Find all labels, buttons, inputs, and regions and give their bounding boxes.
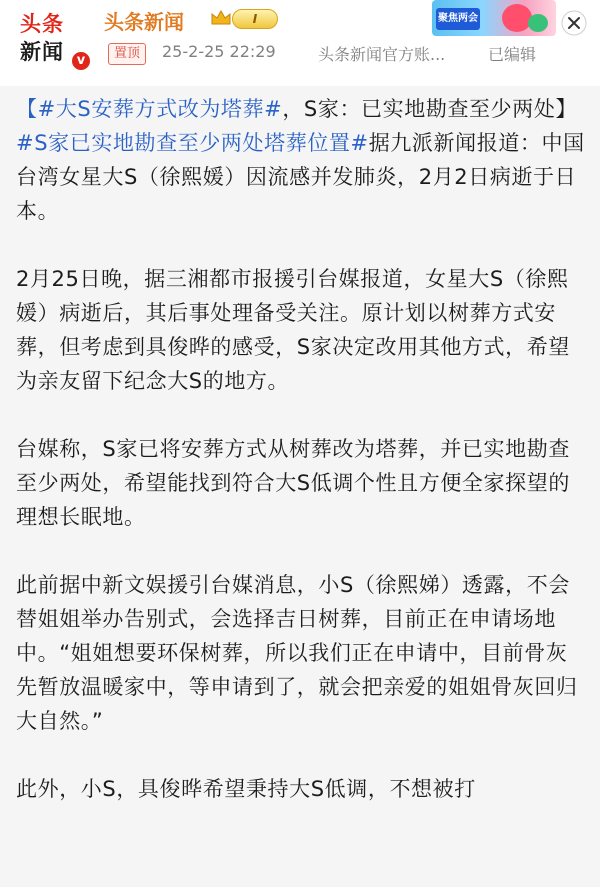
edited-label[interactable]: 已编辑 [488, 45, 537, 64]
article-headline-text: ，S家：已实地勘查至少两处】 [282, 97, 578, 121]
pinned-tag: 置顶 [108, 43, 146, 65]
hashtag-link-2[interactable]: #S家已实地勘查至少两处塔葬位置# [16, 131, 369, 155]
promo-decoration-2 [528, 14, 548, 32]
post-source: 头条新闻官方账... [318, 45, 446, 64]
post-timestamp: 25-2-25 22:29 [162, 42, 276, 61]
article-paragraph-1-text: 据九派新闻报道：中国台湾女星大S（徐熙媛）因流感并发肺炎，2月2日病逝于日本。 [16, 131, 585, 223]
article-body [16, 86, 588, 840]
promo-decoration [502, 4, 532, 32]
post-header [0, 0, 600, 86]
hashtag-link-1[interactable]: 【#大S安葬方式改为塔葬# [16, 97, 283, 121]
article-paragraph-5: 此外，小S，具俊晔希望秉持大S低调，不想被打 [16, 777, 476, 801]
promo-banner[interactable] [432, 0, 556, 36]
article-paragraph-3: 台媒称，S家已将安葬方式从树葬改为塔葬，并已实地勘查至少两处，希望能找到符合大S低调个性且方便全家探望的理想长眠地。 [16, 437, 570, 529]
article-paragraph-2: 2月25日晚，据三湘都市报援引台媒报道，女星大S（徐熙媛）病逝后，其后事处理备受关注。原计划以树葬方式安葬，但考虑到具俊晔的感受，S家决定改用其他方式，希望为亲友留下纪念大S的地方。 [16, 267, 570, 393]
article-paragraph-4: 此前据中新文娱援引台媒消息，小S（徐熙娣）透露，不会替姐姐举办告别式，会选择吉日树葬，目前正在申请场地中。“姐姐想要环保树葬，所以我们正在申请中，目前骨灰先暂放温暖家中，等申请到了，就会把亲爱的姐姐骨灰回归大自然。” [16, 573, 578, 733]
level-badge: I [232, 9, 278, 29]
promo-tag: 聚焦两会 [436, 8, 480, 30]
verified-badge-icon: v [70, 50, 92, 72]
account-name-link[interactable]: 头条新闻 [104, 10, 184, 34]
account-avatar[interactable] [14, 6, 88, 72]
avatar-logo-line1: 头条 [20, 12, 64, 36]
avatar-logo-line2: 新闻 [20, 40, 64, 64]
close-icon[interactable] [561, 10, 587, 36]
crown-icon [210, 9, 232, 27]
article-paragraph-1 [16, 92, 588, 228]
